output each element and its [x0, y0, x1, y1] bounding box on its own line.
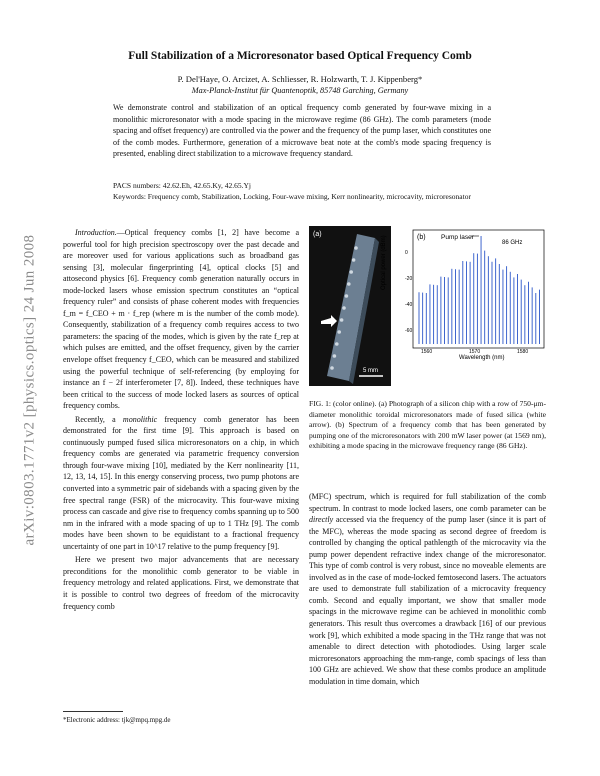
x-tick-label: 1570 — [469, 349, 481, 355]
section-lead: Introduction. — [75, 228, 117, 237]
intro-paragraph — [63, 227, 299, 412]
rp-text-a: (MFC) spectrum, which is required for full stabilization of the comb spectrum. In contrast to mode locked lasers, one comb parameter can be — [309, 492, 546, 513]
footnote: *Electronic address: tjk@mpq.mpg.de — [63, 716, 171, 724]
keywords: Keywords: Frequency comb, Stabilization, Locking, Four-wave mixing, Kerr nonlinearity, microcavity, microresonator — [113, 192, 471, 201]
figure-graphic — [309, 226, 546, 386]
p2-text-b: frequency comb generator has been demonstrated for the first time [9]. This approach is based on continuously pumped fused silica microresonators on a chip, in which frequency combs are generated via parametric frequency conversion through four-wave mixing [10], mediated by the Kerr nonlinearity [11, 12, 13, 14, 15]. In this energy conserving process, two pump photons are converted into a symmetric pair of sidebands with a spacing given by the free spectral range (FSR) of the microcavity. This four-wave mixing process can cascade and give rise to frequency combs spanning up to 500 nm in the infrared with a mode spacing of up to 1 THz [9]. The comb modes have been shown to be equidistant to a fractional frequency uncertainty of one part in 10^17 relative to the pump frequency [9]. — [63, 414, 299, 551]
microresonator — [347, 282, 351, 286]
y-tick-label: -20 — [405, 276, 413, 282]
right-column — [309, 491, 546, 687]
figure-1 — [309, 226, 546, 386]
panel-b-label: (b) — [417, 234, 426, 241]
abstract: We demonstrate control and stabilization of an optical frequency comb generated by four-wave mixing in a monolithic microresonator with a mode spacing in the microwave regime (86 GHz). The comb parameters (mode spacing and offset frequency) are controlled via the power and the frequency of the pump laser, which constitutes one of the comb modes. Furthermore, generation of a microwave beat note at the comb's mode spacing frequency is presented, enabling direct stabilization to a microwave frequency standard. — [113, 103, 491, 159]
y-axis-label: Optical power (dBm) — [381, 235, 387, 290]
figure-caption: FIG. 1: (color online). (a) Photograph of a silicon chip with a row of 750-μm-diameter monolithic toroidal microresonators made of fused silica (white arrow). (b) Spectrum of a frequency comb that has been generated by pumping one of the microresonators with 200 mW laser power (at 1569 nm), exhibiting a mode spacing in the microwave frequency range (86 GHz). — [309, 399, 546, 451]
y-tick-label: -40 — [405, 302, 413, 308]
pacs-numbers: PACS numbers: 42.62.Eh, 42.65.Ky, 42.65.Yj — [113, 181, 251, 190]
scale-label: 5 mm — [363, 368, 378, 374]
microresonator — [333, 354, 337, 358]
microresonator — [340, 318, 344, 322]
microresonator — [349, 270, 353, 274]
microresonator — [342, 306, 346, 310]
paragraph-2 — [63, 414, 299, 553]
authors: P. Del'Haye, O. Arcizet, A. Schliesser, R. Holzwarth, T. J. Kippenberg* — [177, 74, 423, 84]
x-axis-label: Wavelength (nm) — [459, 355, 505, 361]
microresonator — [345, 294, 349, 298]
mode-spacing-label: 86 GHz — [502, 240, 523, 246]
p2-text-a: Recently, a — [75, 414, 123, 424]
pump-laser-label: Pump laser — [441, 234, 474, 241]
panel-a-label: (a) — [313, 231, 322, 238]
spectrum-lines — [419, 236, 539, 344]
p2-emphasis: monolithic — [122, 414, 158, 424]
x-tick-label: 1580 — [517, 349, 529, 355]
right-paragraph — [309, 491, 546, 687]
microresonator — [352, 258, 356, 262]
spectrum-frame — [413, 230, 544, 348]
microresonator — [335, 342, 339, 346]
intro-text: —Optical frequency combs [1, 2] have become a powerful tool for high precision spectroscopy over the past decade and are moreover used for various applications such as broadband gas sensing [3], molecular fingerprinting [4], optical clocks [5] and attosecond physics [6]. Frequency comb generation naturally occurs in mode-locked lasers whose emission spectrum constitutes an “optical frequency ruler” and consists of phase coherent modes with frequencies f_m = f_CEO + m · f_rep (where m is the number of the comb mode). Consequently, stabilization of a frequency comb requires access to two parameters: the spacing of the modes, which is given by the rate f_rep at which pulses are emitted, and the offset frequency, given by the carrier envelope offset frequency f_CEO, which can be measured and stabilized using the powerful technique of self-referencing (by employing for instance an f − 2f interferometer [7, 8]). Indeed, these techniques have been critical to the success of mode locked lasers as sources of optical frequency combs. — [63, 228, 299, 411]
footnote-rule — [63, 711, 123, 712]
arxiv-id: arXiv:0803.1771v2 [physics.optics] 24 Jun 2008 — [21, 234, 38, 546]
y-tick-label: 0 — [405, 250, 408, 256]
affiliation: Max-Planck-Institut für Quantenoptik, 85748 Garching, Germany — [191, 86, 409, 95]
microresonator — [337, 330, 341, 334]
x-tick-label: 1560 — [421, 349, 433, 355]
y-tick-label: -60 — [405, 328, 413, 334]
paragraph-3: Here we present two major advancements that are necessary preconditions for the monolithic comb generator to be viable in frequency metrology and related applications. First, we demonstrate that it is possible to control two degrees of freedom of the microcavity frequency comb — [63, 555, 299, 611]
arxiv-stamp — [16, 180, 44, 600]
rp-emphasis: directly — [309, 515, 334, 525]
microresonator — [330, 366, 334, 370]
rp-text-b: accessed via the frequency of the pump laser (since it is part of the MFC), whereas the mode spacing as second degree of freedom is controlled by changing the optical pathlength of the microcavity via the pump power dependent refractive index change of the microresonator. This type of comb control is very robust, since no moveable elements are involved as in the case of mode-locked femtosecond lasers. The actuators are used to demonstrate full stabilization of a microcavity frequency comb. Second and equally important, we show that smaller mode spacings in the microwave regime can be achieved in monolithic comb generators. This result thus overcomes a drawback [16] of our previous work [9], which exhibited a mode spacing in the THz range that was not amenable to direct detection with photodiodes. Using larger scale microresonators approaching the mm-range, comb spacings of less than 100 GHz are achieved. We show that these combs produce an amplitude modulation in time domain, which — [309, 515, 546, 686]
left-column — [63, 227, 299, 612]
microresonator — [354, 246, 358, 250]
paper-title: Full Stabilization of a Microresonator based Optical Frequency Comb — [128, 50, 472, 62]
